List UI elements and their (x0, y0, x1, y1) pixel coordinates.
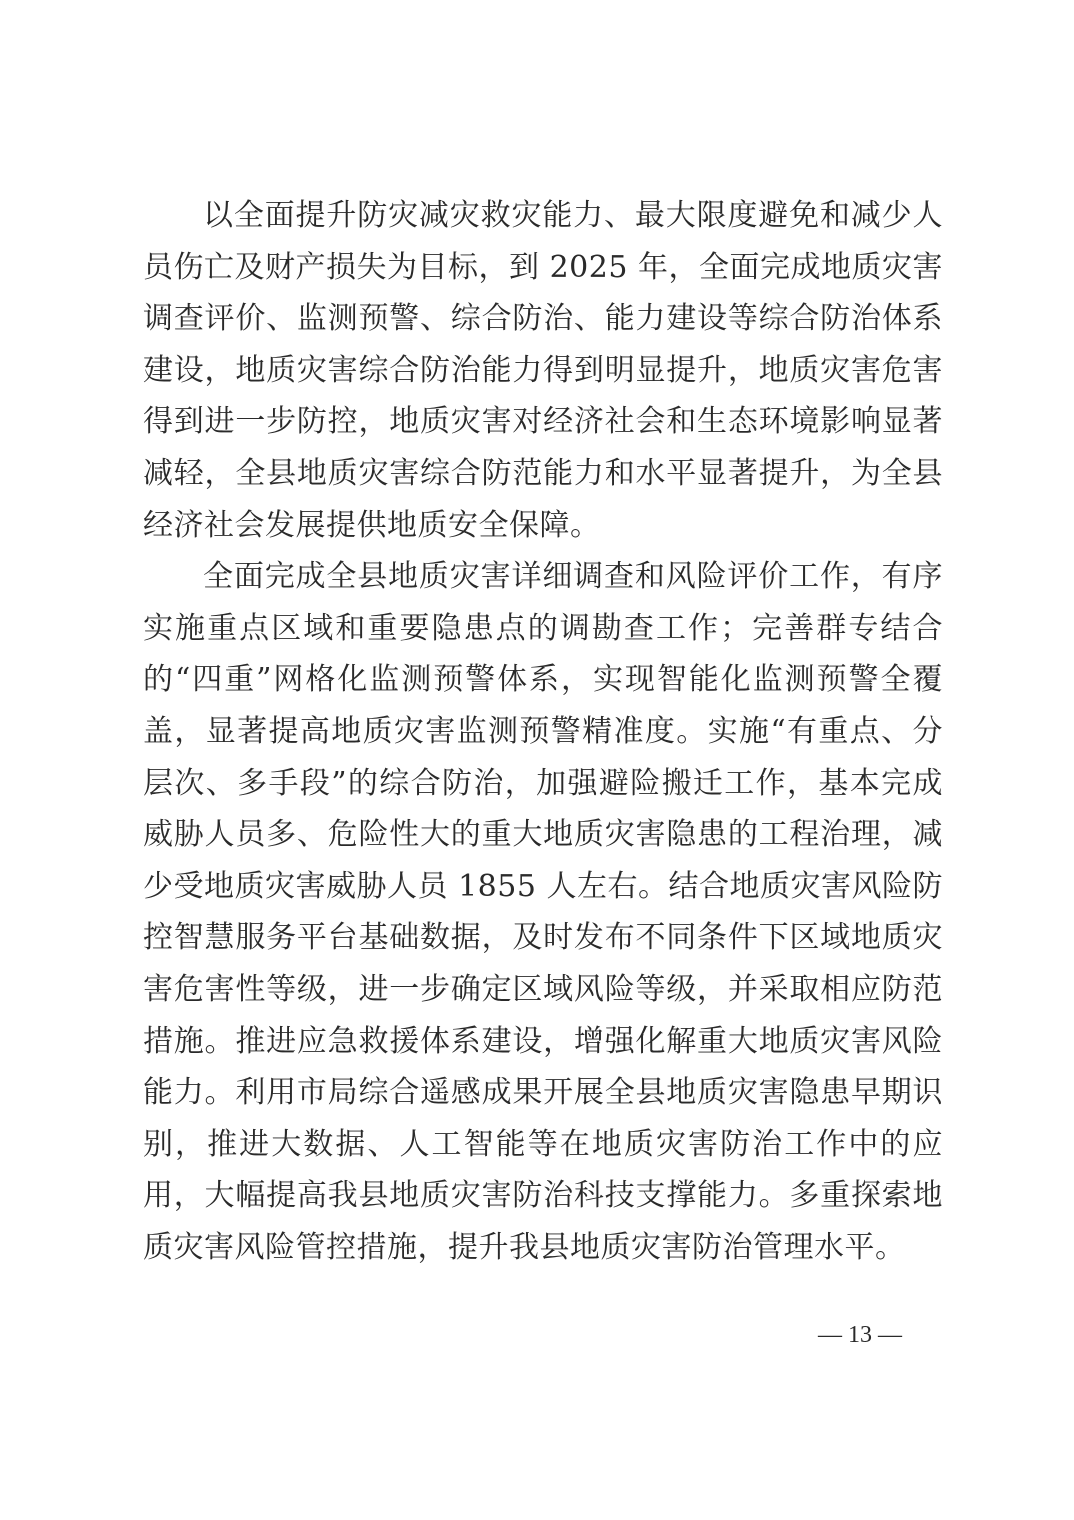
paragraph-tasks: 全面完成全县地质灾害详细调查和风险评价工作，有序实施重点区域和重要隐患点的调勘查工作；完善群专结合的“四重”网格化监测预警体系，实现智能化监测预警全覆盖，显著提高地质灾害监测预警精准度。实施“有重点、分层次、多手段”的综合防治，加强避险搬迁工作，基本完成威胁人员多、危险性大的重大地质灾害隐患的工程治理，减少受地质灾害威胁人员 1855 人左右。结合地质灾害风险防控智慧服务平台基础数据，及时发布不同条件下区域地质灾害危害性等级，进一步确定区域风险等级，并采取相应防范措施。推进应急救援体系建设，增强化解重大地质灾害风险能力。利用市局综合遥感成果开展全县地质灾害隐患早期识别，推进大数据、人工智能等在地质灾害防治工作中的应用，大幅提高我县地质灾害防治科技支撑能力。多重探索地质灾害风险管控措施，提升我县地质灾害防治管理水平。 (143, 559, 943, 1265)
page-number: — 13 — (818, 1322, 902, 1348)
paragraph-goals: 以全面提升防灾减灾救灾能力、最大限度避免和减少人员伤亡及财产损失为目标，到 2025 年，全面完成地质灾害调查评价、监测预警、综合防治、能力建设等综合防治体系建设，地质灾害综合防治能力得到明显提升，地质灾害危害得到进一步防控，地质灾害对经济社会和生态环境影响显著减轻，全县地质灾害综合防范能力和水平显著提升，为全县经济社会发展提供地质安全保障。 (143, 198, 943, 543)
body-text (143, 190, 943, 1273)
